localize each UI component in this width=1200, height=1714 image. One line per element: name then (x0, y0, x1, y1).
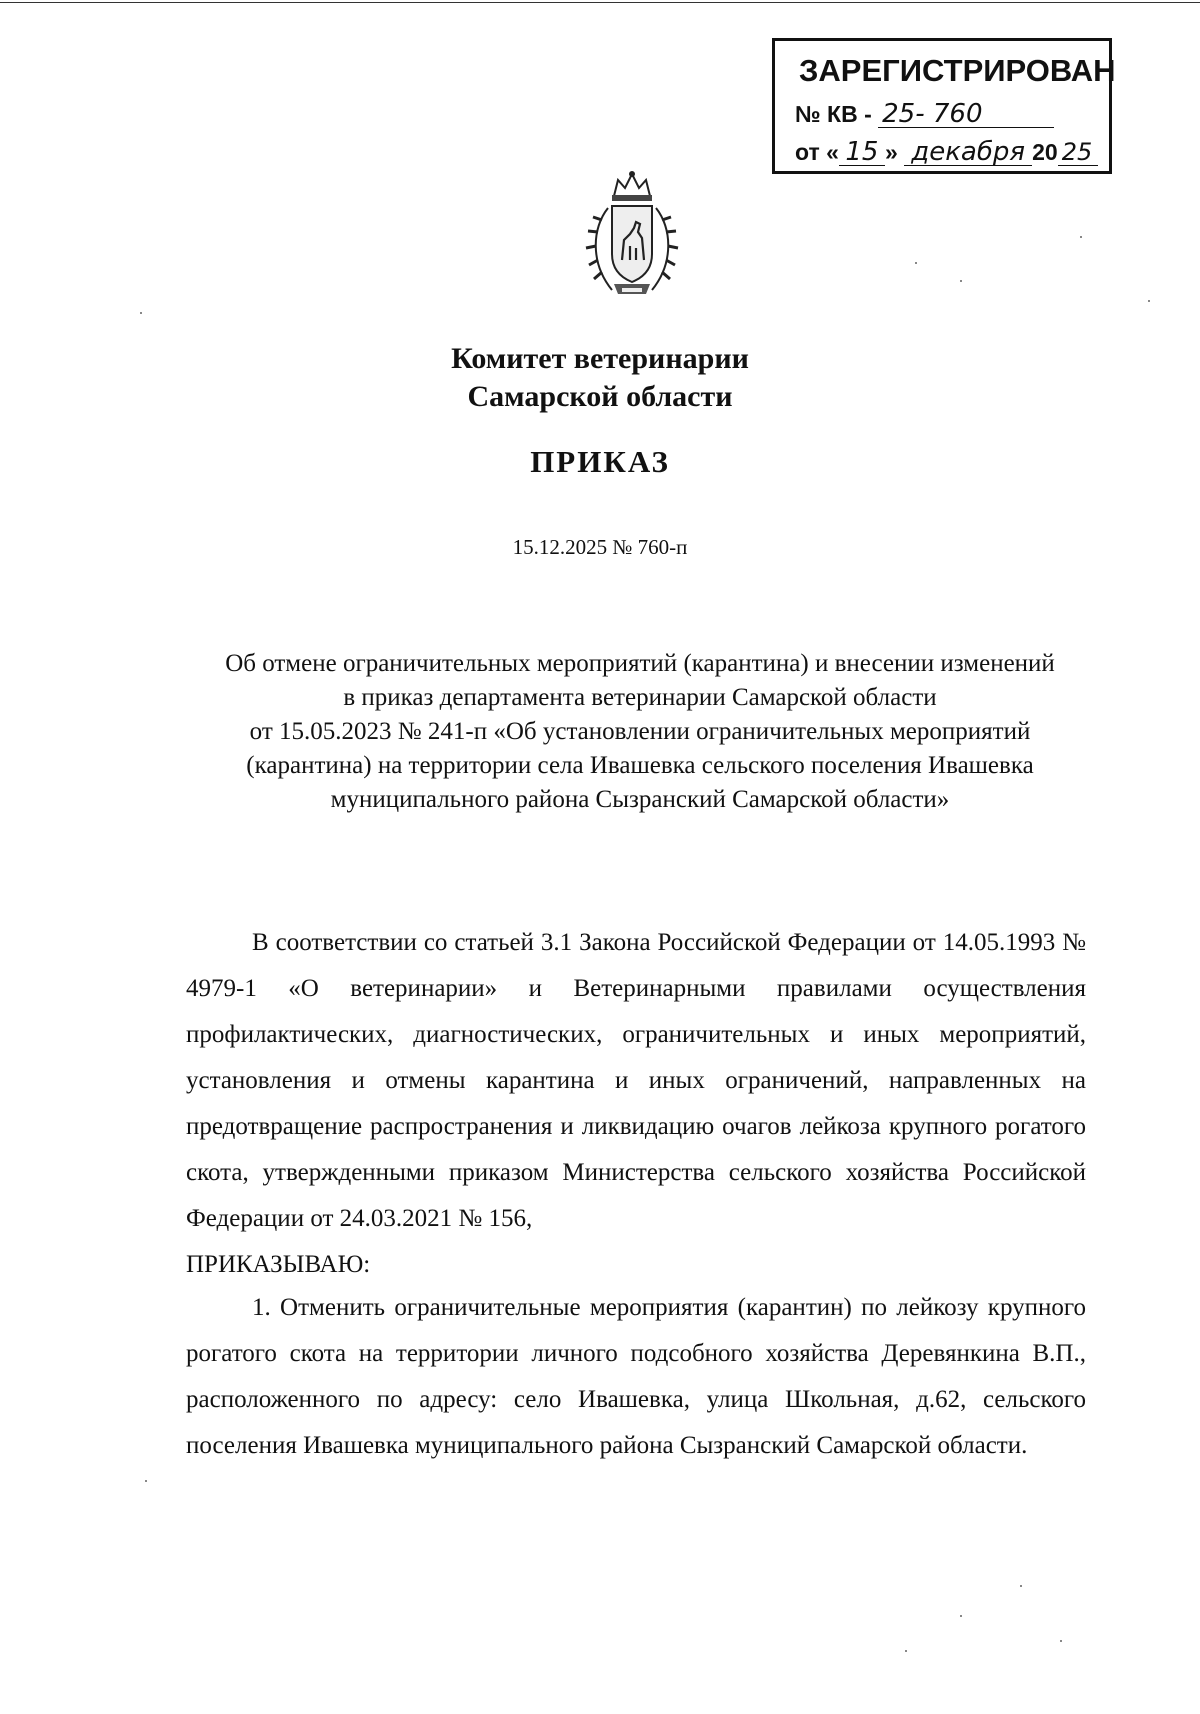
document-subject (180, 647, 1100, 817)
scan-speck (1148, 300, 1150, 302)
scan-edge-line (0, 2, 1200, 3)
stamp-date-row (795, 139, 1098, 166)
coat-of-arms-emblem (578, 168, 686, 304)
stamp-number-row (795, 101, 1054, 128)
stamp-number-label: № КВ - (795, 101, 872, 127)
scan-speck (1020, 1585, 1022, 1587)
stamp-date-prefix: от « (795, 139, 839, 165)
subject-line: в приказ департамента ветеринарии Самарской области (343, 684, 937, 711)
body-paragraph-item-1: 1. Отменить ограничительные мероприятия (карантин) по лейкозу крупного рогатого скота на территории личного подсобного хозяйства Деревянкина В.П., расположенного по адресу: село Ивашевка, улица Школьная, д.62, сельского поселения Ивашевка муниципального района Сызранский Самарской области. (186, 1294, 1086, 1459)
scan-speck (140, 312, 142, 314)
org-line-2: Самарской области (467, 380, 733, 413)
body-paragraph-preamble (186, 920, 1086, 1288)
scan-speck (960, 1615, 962, 1617)
stamp-month-handwritten: декабря (904, 139, 1032, 166)
document-date-number: 15.12.2025 № 760-п (512, 535, 688, 559)
stamp-day-suffix: » (884, 139, 898, 165)
document-type: ПРИКАЗ (530, 444, 670, 479)
stamp-year-handwritten: 25 (1058, 139, 1098, 166)
subject-line: Об отмене ограничительных мероприятий (карантина) и внесении изменений (225, 650, 1055, 677)
stamp-title: ЗАРЕГИСТРИРОВАН (799, 53, 1116, 88)
organization-name (0, 340, 1200, 416)
stamp-number-handwritten: 25- 760 (878, 101, 1054, 128)
scan-speck (905, 1650, 907, 1652)
scan-speck (1060, 1640, 1062, 1642)
scan-speck (1080, 236, 1082, 238)
stamp-day-handwritten: 15 (839, 139, 885, 166)
org-line-1: Комитет ветеринарии (451, 342, 749, 375)
subject-line: (карантина) на территории села Ивашевка сельского поселения Ивашевка (246, 752, 1034, 779)
subject-line: от 15.05.2023 № 241-п «Об установлении ограничительных мероприятий (249, 718, 1031, 745)
registration-stamp (772, 38, 1116, 174)
order-word: ПРИКАЗЫВАЮ: (186, 1251, 371, 1278)
scan-speck (915, 262, 917, 264)
stamp-year-printed: 20 (1032, 139, 1058, 165)
preamble-text: В соответствии со статьей 3.1 Закона Российской Федерации от 14.05.1993 № 4979-1 «О ветеринарии» и Ветеринарными правилами осуществления профилактических, диагностических, ограничительных и иных мероприятий, установления и отмены карантина и иных ограничений, направленных на предотвращение распространения и ликвидацию очагов лейкоза крупного рогатого скота, утвержденными приказом Министерства сельского хозяйства Российской Федерации от 24.03.2021 № 156, (186, 929, 1086, 1232)
scan-speck (960, 280, 962, 282)
subject-line: муниципального района Сызранский Самарской области» (330, 786, 950, 813)
scan-speck (145, 1480, 147, 1482)
